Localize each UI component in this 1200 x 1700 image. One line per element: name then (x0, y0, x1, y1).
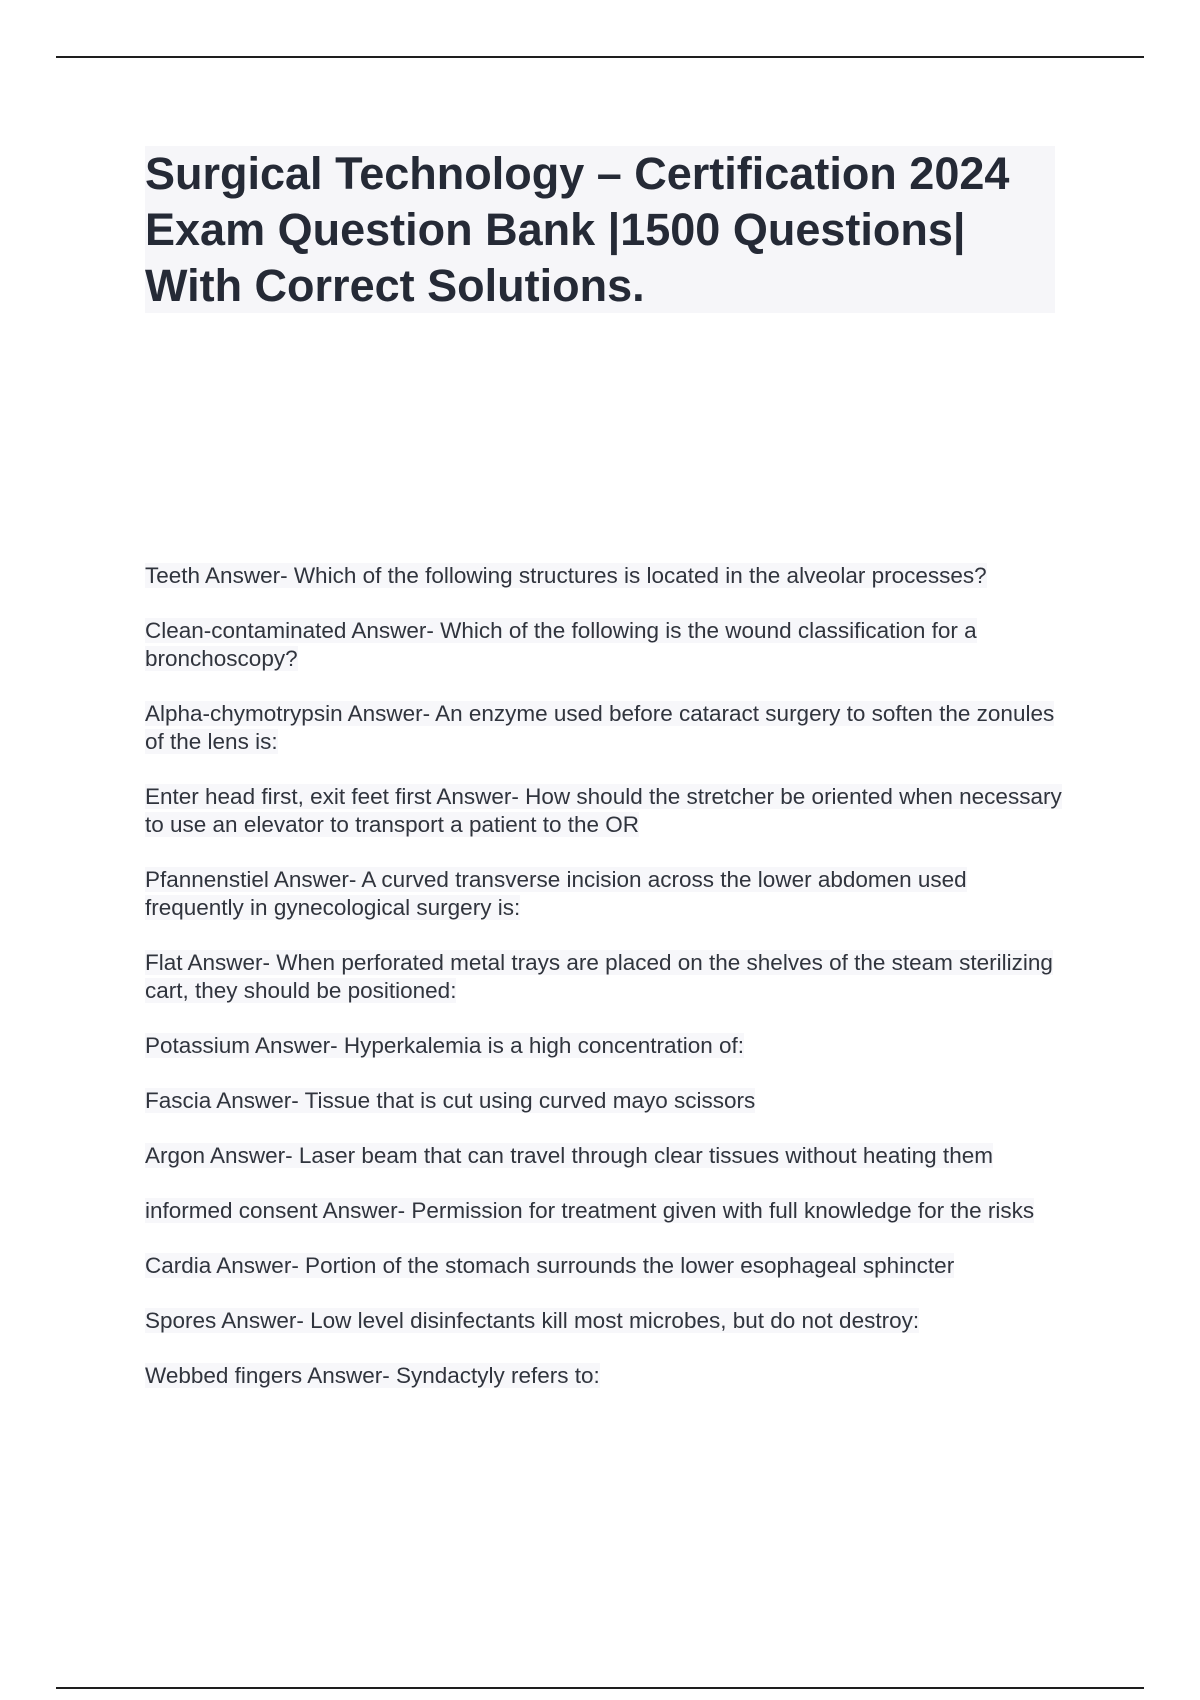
qa-item-text: informed consent Answer- Permission for treatment given with full knowledge for the risks (145, 1198, 1035, 1223)
qa-item-text: Cardia Answer- Portion of the stomach surrounds the lower esophageal sphincter (145, 1253, 955, 1278)
qa-item (145, 562, 1065, 590)
qa-item-text: Fascia Answer- Tissue that is cut using curved mayo scissors (145, 1088, 756, 1113)
qa-item-text: Enter head first, exit feet first Answer- How should the stretcher be oriented when necessary to use an elevator to transport a patient to the OR (145, 784, 1062, 837)
qa-item (145, 1087, 1065, 1115)
qa-item (145, 1252, 1065, 1280)
qa-item (145, 617, 1065, 673)
qa-item (145, 1197, 1065, 1225)
qa-item-text: Clean-contaminated Answer- Which of the following is the wound classification for a bronchoscopy? (145, 618, 977, 671)
qa-item (145, 1142, 1065, 1170)
document-title: Surgical Technology – Certification 2024 Exam Question Bank |1500 Questions| With Correct Solutions. (145, 148, 1010, 311)
qa-item-text: Potassium Answer- Hyperkalemia is a high concentration of: (145, 1033, 745, 1058)
qa-item (145, 1307, 1065, 1335)
qa-item (145, 866, 1065, 922)
qa-item-text: Argon Answer- Laser beam that can travel through clear tissues without heating them (145, 1143, 993, 1168)
qa-item (145, 783, 1065, 839)
qa-item-text: Flat Answer- When perforated metal trays are placed on the shelves of the steam sterilizing cart, they should be positioned: (145, 950, 1053, 1003)
qa-item-text: Spores Answer- Low level disinfectants kill most microbes, but do not destroy: (145, 1308, 920, 1333)
qa-list (145, 562, 1065, 1417)
qa-item (145, 949, 1065, 1005)
qa-item (145, 700, 1065, 756)
qa-item (145, 1362, 1065, 1390)
qa-item-text: Webbed fingers Answer- Syndactyly refers to: (145, 1363, 600, 1388)
qa-item-text: Teeth Answer- Which of the following structures is located in the alveolar processes? (145, 563, 987, 588)
bottom-divider (56, 1687, 1144, 1689)
qa-item (145, 1032, 1065, 1060)
qa-item-text: Alpha-chymotrypsin Answer- An enzyme used before cataract surgery to soften the zonules of the lens is: (145, 701, 1055, 754)
title-block (145, 146, 1055, 313)
top-divider (56, 56, 1144, 58)
qa-item-text: Pfannenstiel Answer- A curved transverse incision across the lower abdomen used frequently in gynecological surgery is: (145, 867, 967, 920)
